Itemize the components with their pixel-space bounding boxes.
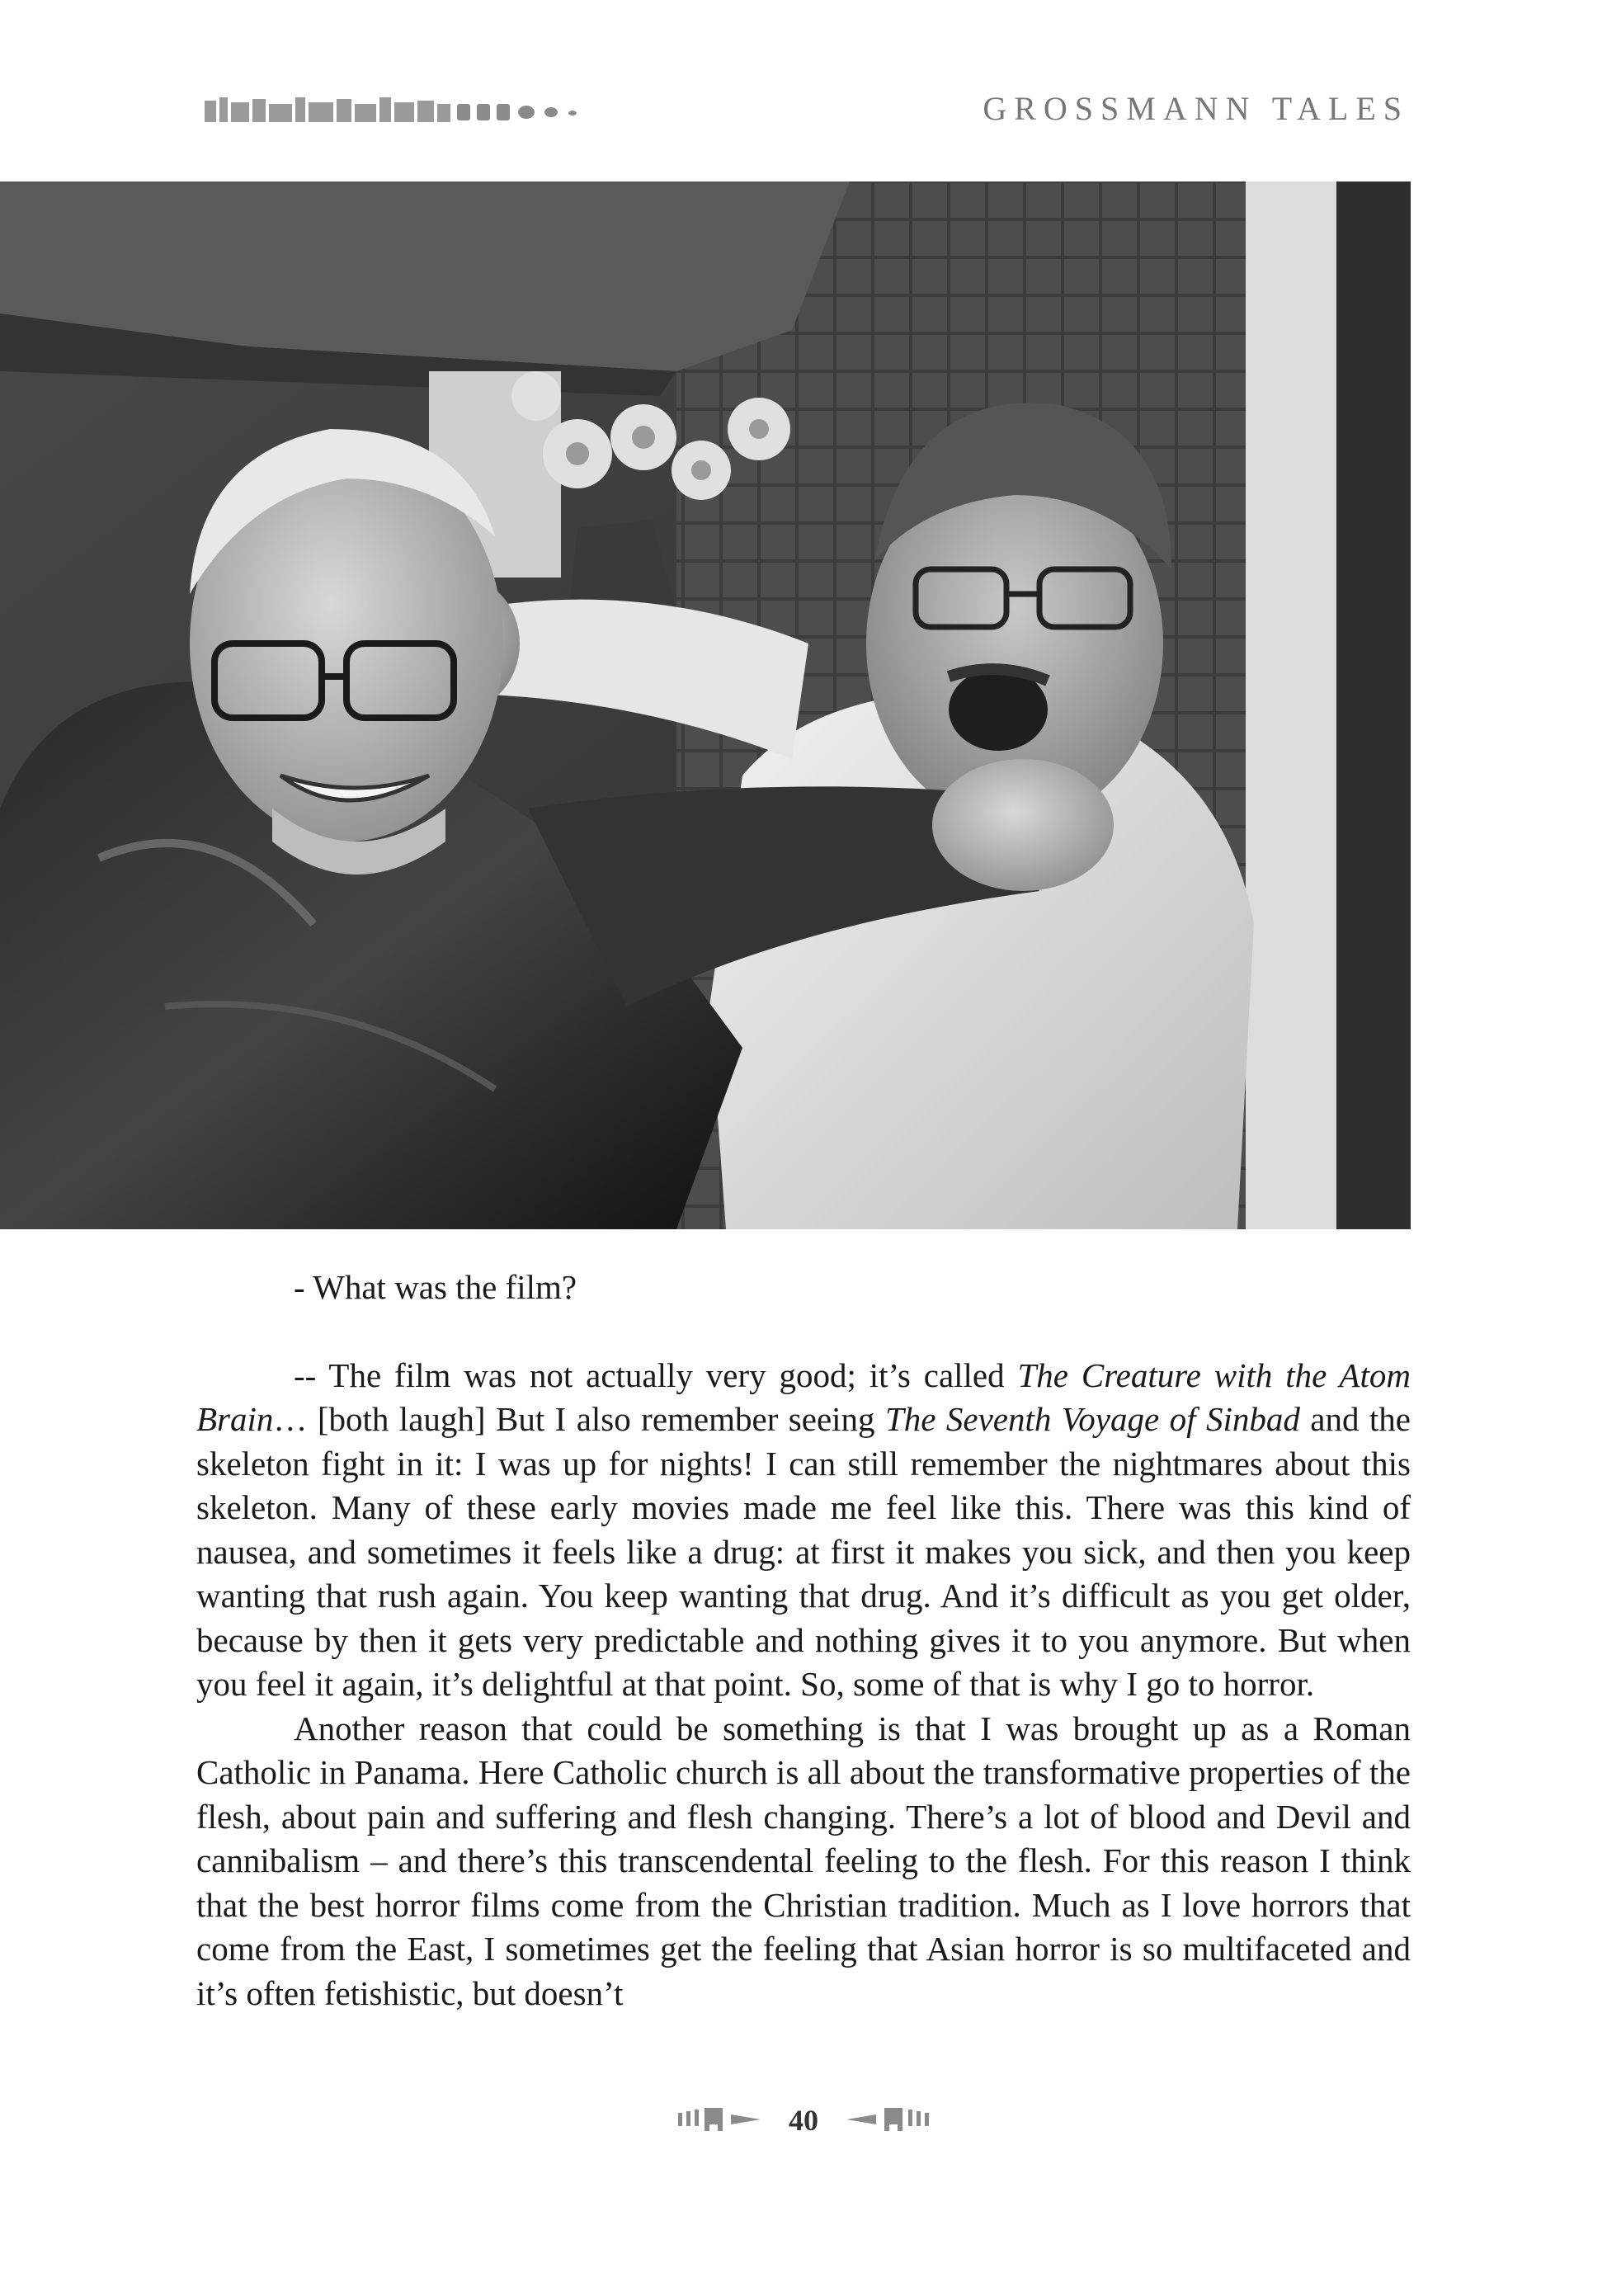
answer-paragraph-1: [196, 1354, 1411, 1707]
photograph: [0, 182, 1411, 1229]
footer-ornament-left: [678, 2106, 777, 2134]
answer-text-c: and the skeleton fight in it: I was up for nights! I can still remember the nightmares about this skeleton. Many of these early movies made me feel like this. There was this kind of nausea, and sometimes it feels like a drug: at first it makes you sick, and then you keep wanting that rush again. You keep wanting that drug. And it’s difficult as you get older, because by then it gets very predictable and nothing gives it to you anymore. But when you feel it again, it’s delightful at that point. So, some of that is why I go to horror.: [196, 1400, 1411, 1703]
footer-ornament-right: [830, 2106, 929, 2134]
film-title-2: The Seventh Voyage of Sinbad: [884, 1400, 1300, 1438]
answer-paragraph-2: Another reason that could be something is that I was brought up as a Roman Catholic in Panama. Here Catholic church is all about the transformative properties of the flesh, about pain and suffering and flesh changing. There’s a lot of blood and Devil and cannibalism – and there’s this transcendental feeling to the flesh. For this reason I think that the best horror films come from the Christian tradition. Much as I love horrors that come from the East, I sometimes get the feeling that Asian horror is so multifaceted and it’s often fetishistic, but doesn’t: [196, 1709, 1411, 2012]
question: - What was the film?: [294, 1268, 577, 1306]
page-footer: [0, 2096, 1607, 2145]
photo-illustration: [0, 182, 1411, 1229]
header-ornament: [205, 94, 592, 125]
running-title: GROSSMANN TALES: [983, 90, 1409, 127]
body-text: [196, 1266, 1411, 2015]
answer-text-b: … [both laugh] But I also remember seeing: [273, 1400, 885, 1438]
answer-text-a: -- The film was not actually very good; it’s called: [294, 1355, 1018, 1394]
film-title-1: The Creature with the Atom Brain: [196, 1355, 1411, 1438]
page-number: 40: [789, 2104, 818, 2137]
